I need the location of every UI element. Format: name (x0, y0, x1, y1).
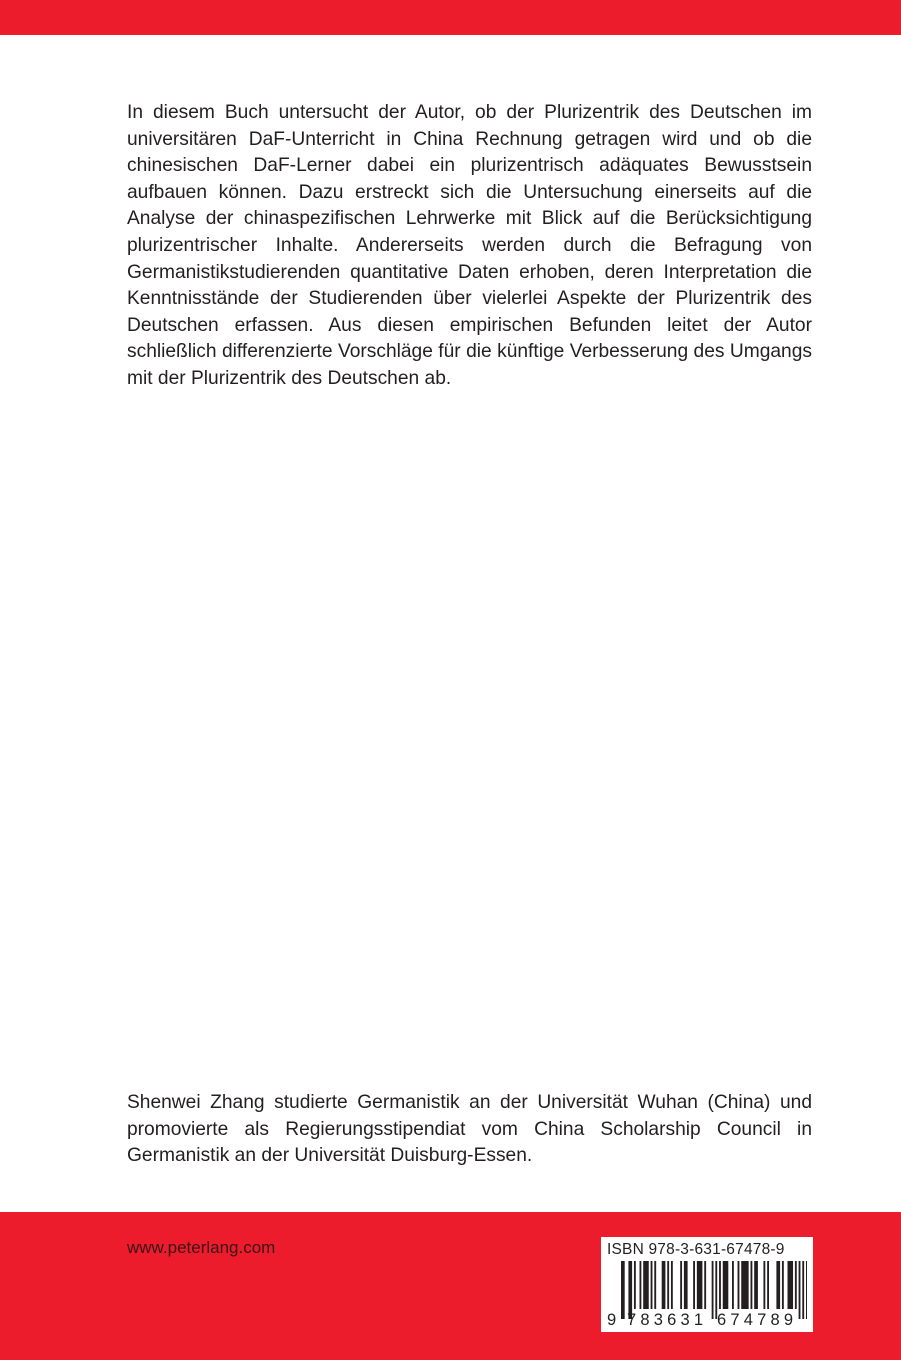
barcode-bar (738, 1261, 740, 1309)
barcode-bar (643, 1261, 649, 1309)
publisher-website[interactable]: www.peterlang.com (127, 1238, 276, 1257)
barcode-bar (654, 1261, 656, 1309)
barcode-bar (782, 1261, 784, 1309)
barcode-bar (754, 1261, 758, 1309)
isbn-barcode-block (601, 1237, 813, 1332)
barcode-bar (640, 1261, 642, 1309)
barcode-bar (662, 1261, 666, 1309)
barcode-bar (741, 1261, 748, 1309)
barcode-bar (751, 1261, 753, 1309)
barcode-bar (788, 1261, 794, 1309)
barcode-digits-left: 783631 (627, 1311, 703, 1329)
barcode-digits-right: 674789 (717, 1311, 793, 1329)
barcode-digit-lead: 9 (607, 1311, 617, 1329)
barcode-bar (651, 1261, 653, 1309)
barcode-bar (723, 1261, 729, 1309)
barcode-bar (732, 1261, 734, 1309)
barcode-bar (712, 1261, 714, 1319)
barcode-bar (684, 1261, 688, 1309)
isbn-label: ISBN 978-3-631-67478-9 (607, 1241, 785, 1258)
barcode-bar (671, 1261, 673, 1309)
barcode (607, 1261, 807, 1329)
barcode-bar (799, 1261, 801, 1319)
barcode-bar (680, 1261, 682, 1309)
barcode-bar (693, 1261, 695, 1309)
barcode-bar (719, 1261, 721, 1309)
barcode-bar (697, 1261, 703, 1309)
barcode-bar (767, 1261, 769, 1309)
barcode-bar (667, 1261, 669, 1309)
barcode-bar (776, 1261, 780, 1309)
barcode-bar (806, 1261, 807, 1319)
barcode-bar (763, 1261, 765, 1309)
barcode-bar (795, 1261, 797, 1309)
top-red-band (0, 0, 901, 35)
barcode-bar (634, 1261, 636, 1309)
barcode-bar (802, 1261, 804, 1319)
author-bio: Shenwei Zhang studierte Germanistik an der Universität Wuhan (China) und promovierte als Regierungsstipendiat vom China Scholarship Council in Germanistik an der Universität Duisburg-Essen. (127, 1092, 812, 1167)
book-description: In diesem Buch untersucht der Autor, ob der Plurizentrik des Deutschen im universitären DaF-Unterricht in China Rechnung getragen wird und ob die chinesischen DaF-Lerner dabei ein plurizentrisch adäquates Bewusstsein aufbauen können. Dazu erstreckt sich die Untersuchung einerseits auf die Analyse der chinaspezifischen Lehrwerke mit Blick auf die Berücksichtigung plurizentrischer Inhalte. Andererseits werden durch die Befragung von Germanistikstudierenden quantitative Daten erhoben, deren Interpretation die Kenntnisstände der Studierenden über vielerlei Aspekte der Plurizentrik des Deutschen erfassen. Aus diesen empirischen Befunden leitet der Autor schließlich differenzierte Vorschläge für die künftige Verbesserung des Umgangs mit der Plurizentrik des Deutschen ab. (127, 102, 812, 389)
barcode-bar (704, 1261, 706, 1309)
barcode-bar (621, 1261, 625, 1319)
